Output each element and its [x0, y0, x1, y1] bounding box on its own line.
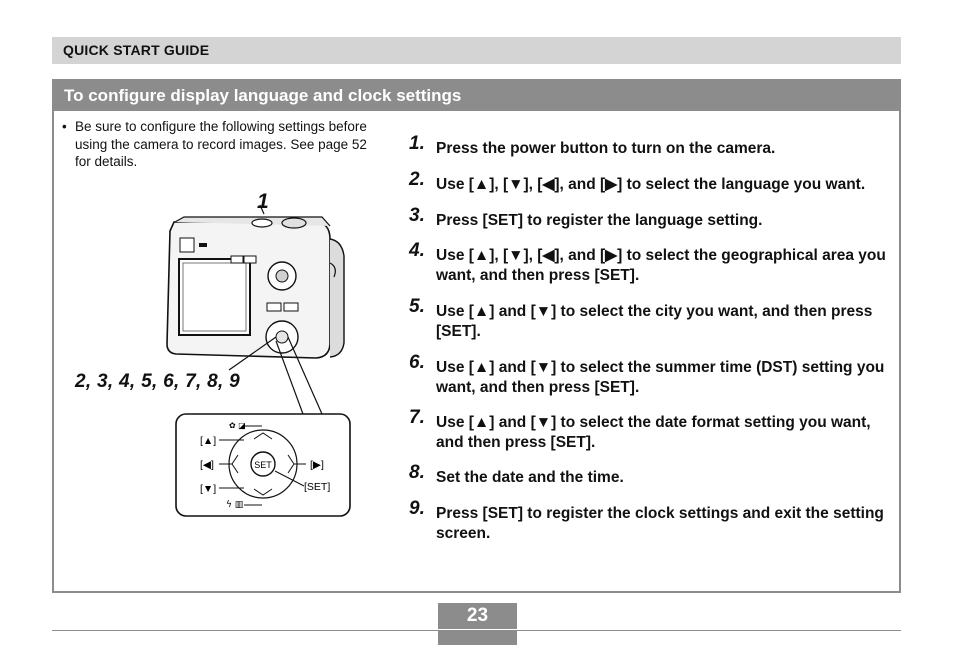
dpad-left-label: [◀] — [200, 459, 214, 471]
callout-power: 1 — [257, 190, 269, 213]
step-text: Use [▲], [▼], [◀], and [▶] to select the language you want. — [436, 176, 866, 193]
step-text: Use [▲] and [▼] to select the date format setting you want, and then press [SET]. — [436, 414, 871, 451]
instruction-box — [52, 79, 901, 593]
step-item — [409, 205, 899, 231]
step-item — [409, 407, 899, 453]
dpad-detail — [176, 414, 350, 516]
set-label: [SET] — [304, 481, 331, 493]
bullet: • — [62, 119, 67, 134]
steps-list — [409, 133, 899, 544]
set-button-label: SET — [254, 460, 272, 470]
step-number: 5. — [409, 296, 425, 317]
flash-delete-symbols: ϟ ▥ — [226, 500, 244, 510]
dpad-right-label: [▶] — [310, 459, 324, 471]
step-number: 7. — [409, 407, 425, 428]
camera-body — [167, 217, 344, 358]
section-header: QUICK START GUIDE — [52, 37, 901, 64]
step-text: Use [▲], [▼], [◀], and [▶] to select the geographical area you want, and then press [SET]. — [436, 247, 886, 284]
step-text: Press the power button to turn on the camera. — [436, 140, 776, 157]
step-text: Press [SET] to register the language setting. — [436, 212, 763, 229]
step-number: 3. — [409, 205, 425, 226]
dpad-up-label: [▲] — [200, 435, 217, 447]
step-item — [409, 169, 899, 195]
step-number: 8. — [409, 462, 425, 483]
step-number: 6. — [409, 352, 425, 373]
step-item — [409, 462, 899, 488]
step-number: 4. — [409, 240, 425, 261]
step-item — [409, 498, 899, 544]
step-text: Press [SET] to register the clock settings and exit the setting screen. — [436, 505, 884, 542]
macro-flash-symbols: ✿ ◪ — [229, 421, 246, 430]
step-item — [409, 240, 899, 286]
step-number: 9. — [409, 498, 425, 519]
step-text: Use [▲] and [▼] to select the summer time (DST) setting you want, and then press [SET]. — [436, 359, 885, 396]
page-number: 23 — [438, 603, 517, 629]
note-text: Be sure to configure the following settings before using the camera to record images. See page 52 for details. — [75, 119, 367, 169]
step-item — [409, 296, 899, 342]
step-text: Set the date and the time. — [436, 469, 624, 486]
step-number: 2. — [409, 169, 425, 190]
step-item — [409, 352, 899, 398]
dpad-down-label: [▼] — [200, 483, 217, 495]
callout-steps: 2, 3, 4, 5, 6, 7, 8, 9 — [75, 371, 241, 392]
step-text: Use [▲] and [▼] to select the city you want, and then press [SET]. — [436, 303, 873, 340]
step-number: 1. — [409, 133, 425, 154]
page-number-tab — [438, 631, 517, 645]
step-item — [409, 133, 899, 159]
page-title: To configure display language and clock settings — [54, 81, 899, 111]
